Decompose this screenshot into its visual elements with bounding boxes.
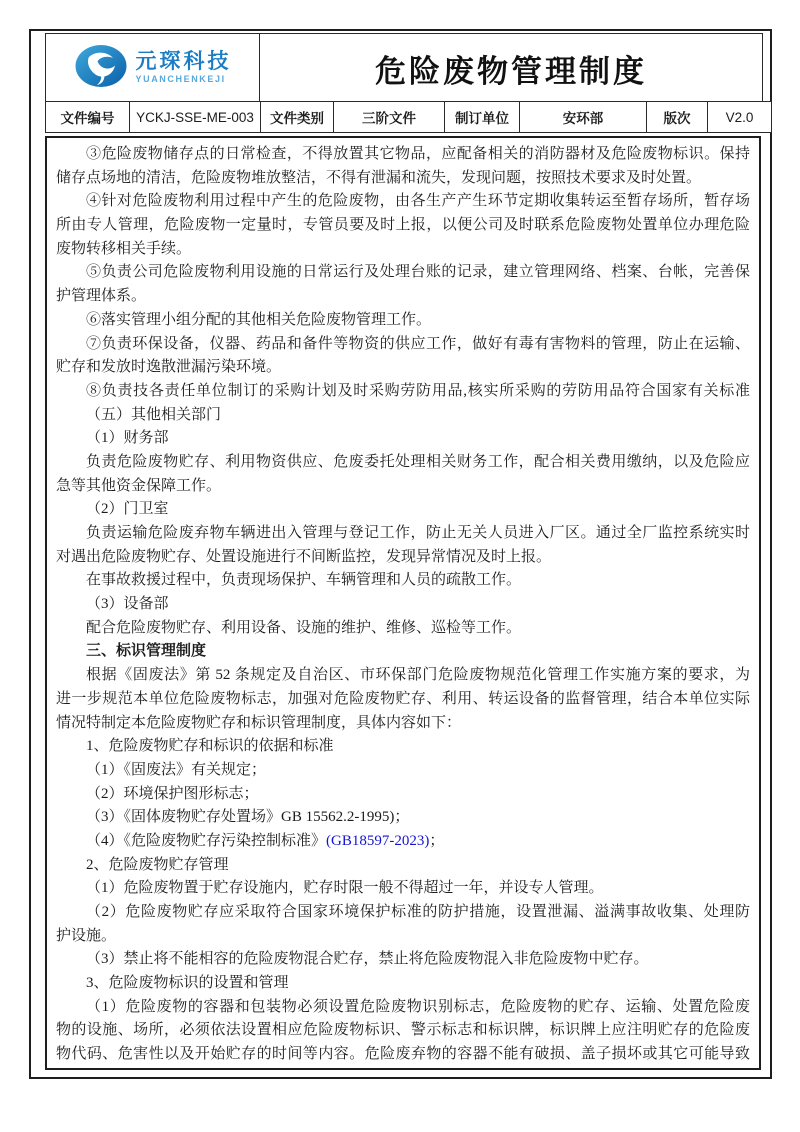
- doc-no-value: YCKJ-SSE-ME-003: [130, 102, 261, 133]
- text-segment: 3、危险废物标识的设置和管理: [86, 975, 289, 992]
- text-line: [47, 427, 759, 451]
- text-line: [47, 948, 759, 972]
- text-segment: （1）《固废法》有关规定；: [86, 761, 267, 778]
- document-info-row: [46, 102, 772, 133]
- text-line: [47, 546, 759, 570]
- text-segment: 根据《固废法》第 52 条规定及自治区、市环保部门危险废物规范化管理工作实施方案的要求，为: [86, 667, 750, 684]
- text-segment: 废物转移相关手续。: [56, 240, 192, 257]
- header-top-row: [46, 34, 763, 103]
- company-logo: [46, 43, 259, 94]
- text-line: [47, 404, 759, 428]
- text-line: [47, 972, 759, 996]
- text-line: [47, 1043, 759, 1067]
- text-line: [47, 617, 759, 641]
- text-line: [47, 167, 759, 191]
- text-segment: （3）《固体废物贮存处置场》GB 15562.2-1995)；: [86, 809, 410, 826]
- text-segment: 情况特制定本危险废物贮存和标识管理制度，具体内容如下：: [56, 714, 462, 731]
- text-line: [47, 759, 759, 783]
- doc-no-label: 文件编号: [46, 102, 130, 133]
- text-line: [47, 854, 759, 878]
- text-segment: （2）危险废物贮存应采取符合国家环境保护标准的防护措施，设置泄漏、溢满事故收集、处理防: [86, 904, 750, 920]
- text-segment: （3）设备部: [86, 596, 169, 613]
- text-segment: （2）门卫室: [86, 501, 169, 518]
- text-line: [47, 356, 759, 380]
- text-line: [47, 712, 759, 736]
- text-line: [47, 996, 759, 1020]
- gb-standard-link[interactable]: (GB18597-2023): [326, 832, 430, 849]
- text-line: [47, 688, 759, 712]
- text-line: [47, 238, 759, 262]
- text-segment: 在事故救援过程中，负责现场保护、车辆管理和人员的疏散工作。: [86, 572, 522, 589]
- text-segment: 贮存和发放时逸散泄漏污染环境。: [56, 359, 282, 376]
- text-line: [47, 877, 759, 901]
- version-value: V2.0: [708, 102, 772, 133]
- text-segment: ③危险废物储存点的日常检查，不得放置其它物品，应配备相关的消防器材及危险废物标识。保持: [86, 146, 750, 162]
- text-segment: 急等其他资金保障工作。: [56, 477, 222, 494]
- text-line: [47, 475, 759, 499]
- logo-cell: [46, 34, 260, 103]
- version-label: 版次: [647, 102, 708, 133]
- text-segment: 物代码、危害性以及开始贮存的时间等内容。危险废弃物的容器不能有破损、盖子损坏或其它可能导致: [56, 1046, 750, 1063]
- text-segment: 负责运输危险废弃物车辆进出入管理与登记工作，防止无关人员进入厂区。通过全厂监控系统实时: [86, 525, 750, 541]
- text-line: [47, 261, 759, 285]
- text-segment: ⑥落实管理小组分配的其他相关危险废物管理工作。: [86, 311, 432, 328]
- text-segment: 物的设施、场所，必须依法设置相应危险废物标识、警示标志和标识牌，标识牌上应注明贮存的危险废: [56, 1022, 750, 1039]
- text-line: [47, 806, 759, 830]
- text-segment: ⑦负责环保设备，仪器、药品和备件等物资的供应工作，做好有毒有害物料的管理，防止在运输、: [86, 335, 750, 352]
- text-segment: 2、危险废物贮存管理: [86, 856, 229, 873]
- text-segment: （1）财务部: [86, 430, 169, 447]
- text-segment: 配合危险废物贮存、利用设备、设施的维护、维修、巡检等工作。: [86, 619, 522, 636]
- document-info-table: [45, 101, 772, 133]
- text-segment: 护管理体系。: [56, 288, 147, 305]
- text-segment: 对遇出危险废物贮存、处置设施进行不间断监控，发现异常情况及时上报。: [56, 548, 552, 565]
- document-title: 危险废物管理制度: [375, 53, 647, 89]
- text-line: [47, 380, 759, 404]
- text-line: [47, 640, 759, 664]
- text-line: [47, 451, 759, 475]
- text-segment: 护设施。: [56, 927, 117, 944]
- text-segment: 所由专人管理，危险废物一定量时，专管员要及时上报，以便公司及时联系危险废物处置单位办理危险: [56, 217, 750, 234]
- text-segment: ⑤负责公司危险废物利用设施的日常运行及处理台账的记录，建立管理网络、档案、台帐，完善保: [86, 264, 750, 281]
- text-line: [47, 214, 759, 238]
- text-segment: ⑧负责技各责任单位制订的采购计划及时采购劳防用品,核实所采购的劳防用品符合国家有关标准: [86, 382, 750, 399]
- text-line: [47, 498, 759, 522]
- issue-unit-value: 安环部: [520, 102, 647, 133]
- document-body: [45, 136, 761, 1070]
- text-line: [47, 522, 759, 546]
- text-line: [47, 901, 759, 925]
- issue-unit-label: 制订单位: [445, 102, 520, 133]
- text-line: [47, 830, 759, 854]
- text-segment: （3）禁止将不能相容的危险废物混合贮存，禁止将危险废物混入非危险废物中贮存。: [86, 951, 649, 968]
- text-segment: 1、危险废物贮存和标识的依据和标准: [86, 738, 334, 755]
- text-segment: （4）《危险废物贮存污染控制标准》: [86, 832, 327, 849]
- brand-text: [136, 51, 232, 84]
- text-segment: （1）危险废物置于贮存设施内，贮存时限一般不得超过一年，并设专人管理。: [86, 880, 604, 897]
- brand-name-cn: 元琛科技: [135, 50, 232, 74]
- text-line: [47, 593, 759, 617]
- text-segment: ；: [429, 832, 445, 849]
- text-line: [47, 569, 759, 593]
- doc-type-value: 三阶文件: [334, 102, 445, 133]
- brand-name-en: YUANCHENKEJI: [135, 74, 226, 85]
- doc-type-label: 文件类别: [261, 102, 334, 133]
- text-line: [47, 190, 759, 214]
- title-cell: [260, 34, 763, 103]
- text-segment: ④针对危险废物利用过程中产生的危险废物，由各生产产生环节定期收集转运至暂存场所，暂存场: [86, 193, 750, 210]
- swoosh-globe-icon: [74, 43, 128, 94]
- text-line: [47, 1019, 759, 1043]
- text-line: [47, 925, 759, 949]
- text-segment: 三、标识管理制度: [86, 643, 207, 660]
- text-segment: 负责危险废物贮存、利用物资供应、危废委托处理相关财务工作，配合相关费用缴纳，以及危险应: [86, 453, 750, 470]
- text-segment: （2）环境保护图形标志；: [86, 785, 259, 802]
- text-line: [47, 285, 759, 309]
- text-segment: 储存点场地的清洁，危险废物堆放整洁，不得有泄漏和流失，发现问题，按照技术要求及时处置。: [56, 169, 702, 186]
- text-line: [47, 143, 759, 167]
- text-line: [47, 735, 759, 759]
- text-segment: （五）其他相关部门: [86, 406, 222, 423]
- header-table: [45, 33, 763, 103]
- text-line: [47, 309, 759, 333]
- text-line: [47, 333, 759, 357]
- text-segment: （1）危险废物的容器和包装物必须设置危险废物识别标志，危险废物的贮存、运输、处置危险废: [86, 998, 750, 1015]
- text-line: [47, 783, 759, 807]
- text-line: [47, 664, 759, 688]
- text-segment: 进一步规范本单位危险废物标志，加强对危险废物贮存、利用、转运设备的监督管理，结合本单位实际: [56, 690, 750, 707]
